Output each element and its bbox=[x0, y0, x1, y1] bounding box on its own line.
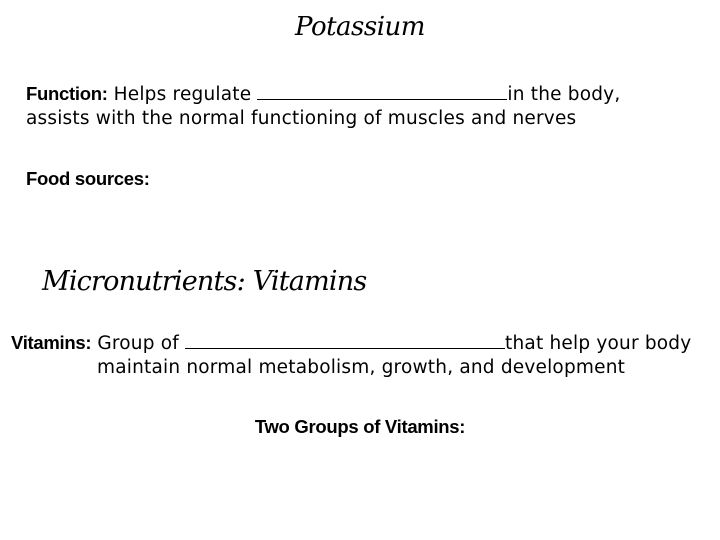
function-label: Function: bbox=[26, 83, 108, 104]
function-text-before: Helps regulate bbox=[107, 84, 258, 105]
vitamins-blank bbox=[185, 332, 505, 349]
vitamins-line-2: maintain normal metabolism, growth, and development bbox=[97, 357, 626, 378]
vitamins-title: Micronutrients: Vitamins bbox=[42, 266, 367, 297]
function-text-after: in the body, bbox=[507, 84, 621, 105]
vitamins-label: Vitamins: bbox=[11, 332, 92, 353]
potassium-title: Potassium bbox=[295, 12, 425, 42]
vitamins-line-1 bbox=[11, 330, 691, 356]
function-line-2: assists with the normal functioning of muscles and nerves bbox=[26, 108, 577, 129]
food-sources-label: Food sources: bbox=[26, 168, 150, 189]
vitamins-text-before: Group of bbox=[91, 333, 186, 354]
vitamins-text-after: that help your body bbox=[505, 333, 692, 354]
function-line-1 bbox=[26, 81, 620, 107]
two-groups-heading: Two Groups of Vitamins: bbox=[254, 416, 466, 437]
function-blank bbox=[257, 83, 507, 100]
